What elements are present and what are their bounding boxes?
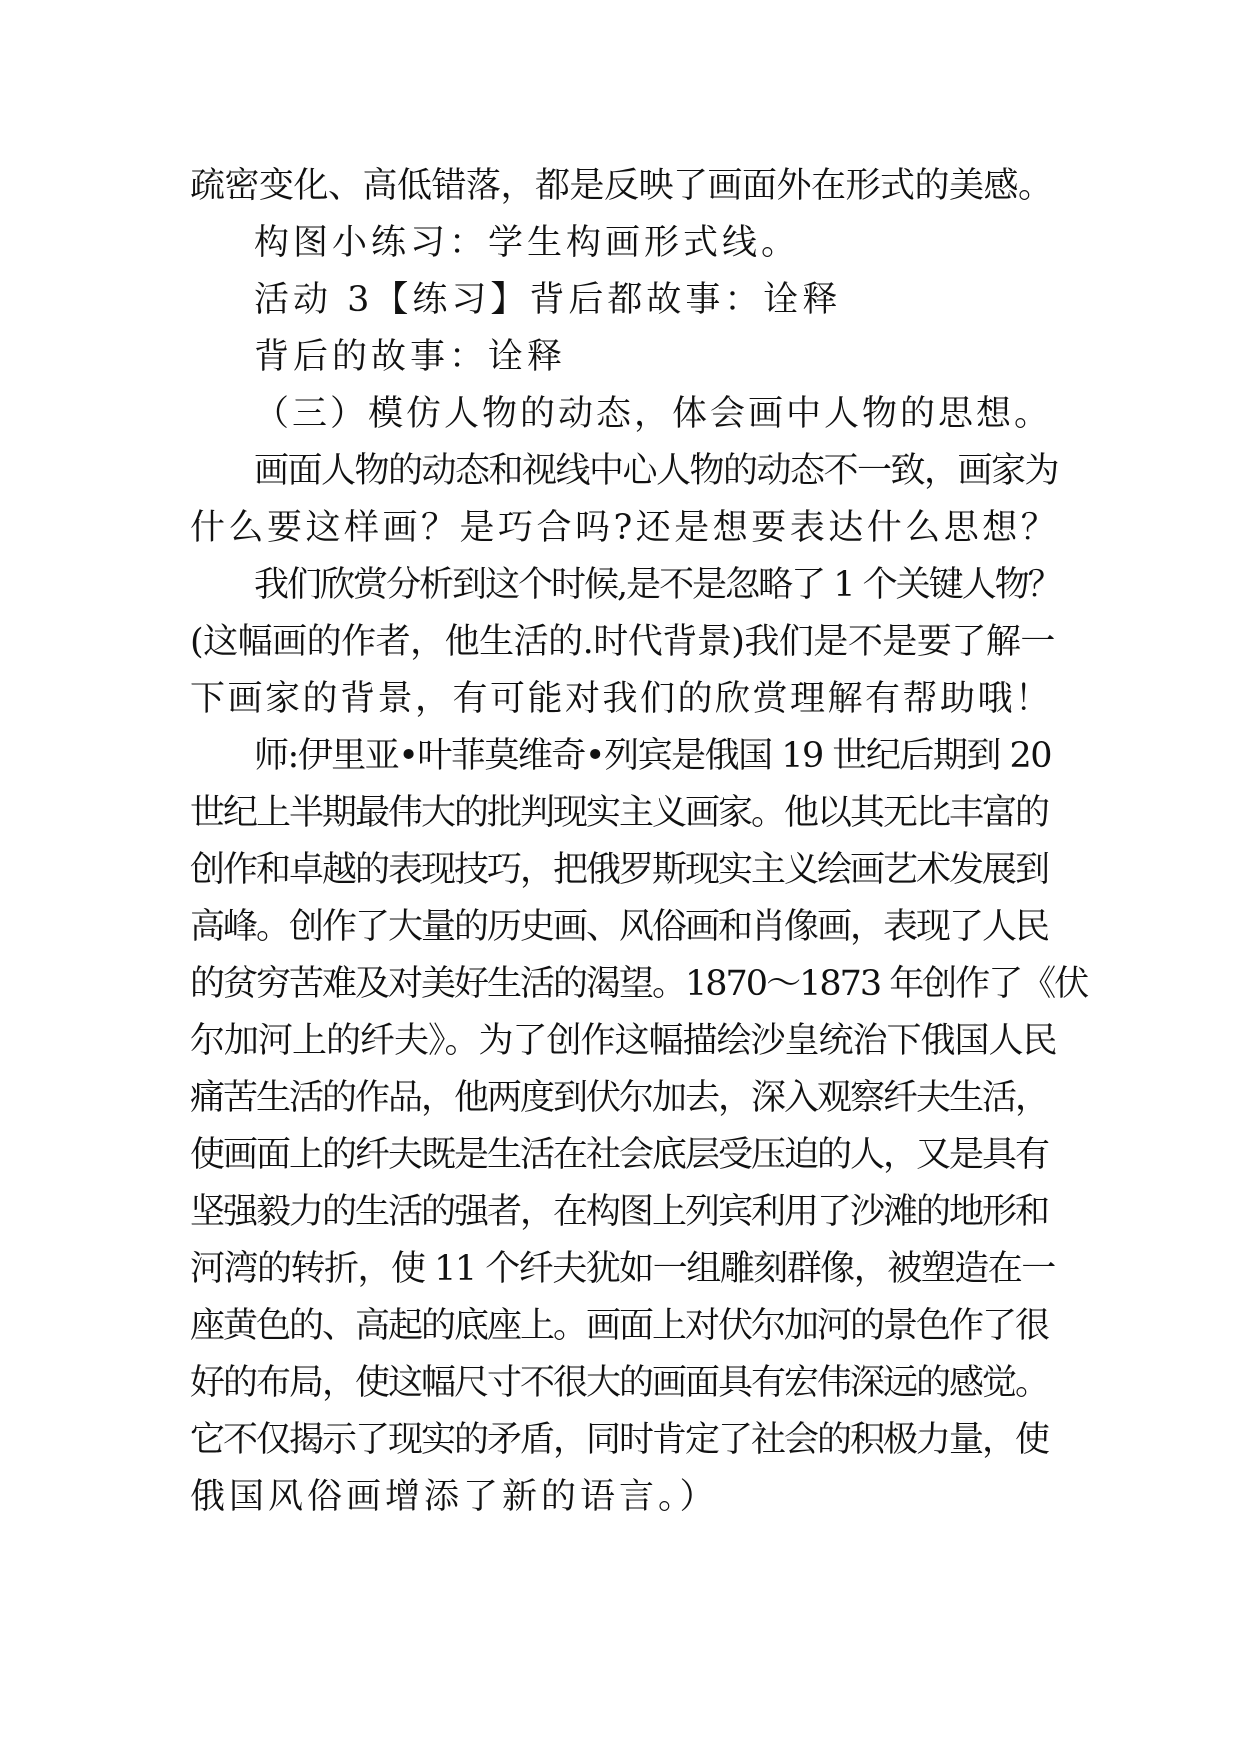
text-line: 什么要这样画？是巧合吗?还是想要表达什么思想？ [190,508,1060,548]
text-line: 好的布局，使这幅尺寸不很大的画面具有宏伟深远的感觉。 [190,1363,1049,1403]
text-line: 活动 3【练习】背后都故事：诠释 [254,280,842,320]
text-line: 创作和卓越的表现技巧，把俄罗斯现实主义绘画艺术发展到 [190,850,1049,890]
text-line: 构图小练习：学生构画形式线。 [254,223,801,263]
text-line: 世纪上半期最伟大的批判现实主义画家。他以其无比丰富的 [190,793,1049,833]
text-line: 师:伊里亚•叶菲莫维奇•列宾是俄国 19 世纪后期到 20 [254,736,1052,776]
text-line: 坚强毅力的生活的强者，在构图上列宾利用了沙滩的地形和 [190,1192,1049,1232]
text-line: 俄国风俗画增添了新的语言。） [190,1477,719,1517]
text-line: 痛苦生活的作品，他两度到伏尔加去，深入观察纤夫生活， [190,1078,1049,1118]
text-line: 使画面上的纤夫既是生活在社会底层受压迫的人，又是具有 [190,1135,1049,1175]
text-line: 高峰。创作了大量的历史画、风俗画和肖像画，表现了人民 [190,907,1049,947]
text-line: 的贫穷苦难及对美好生活的渴望。1870～1873 年创作了《伏 [190,964,1088,1004]
text-line: 背后的故事：诠释 [254,337,567,377]
text-line: 座黄色的、高起的底座上。画面上对伏尔加河的景色作了很 [190,1306,1049,1346]
text-line: （三）模仿人物的动态，体会画中人物的思想。 [254,394,1053,434]
text-line: 它不仅揭示了现实的矛盾，同时肯定了社会的积极力量，使 [190,1420,1049,1460]
text-line: 疏密变化、高低错落，都是反映了画面外在形式的美感。 [190,166,1053,206]
text-line: 下画家的背景，有可能对我们的欣赏理解有帮助哦！ [190,679,1053,719]
text-line: 我们欣赏分析到这个时候,是不是忽略了 1 个关键人物？ [254,565,1061,605]
text-line: 画面人物的动态和视线中心人物的动态不一致，画家为 [254,451,1059,491]
text-line: (这幅画的作者，他生活的.时代背景)我们是不是要了解一 [190,622,1055,662]
text-line: 尔加河上的纤夫》。为了创作这幅描绘沙皇统治下俄国人民 [190,1021,1057,1061]
text-line: 河湾的转折，使 11 个纤夫犹如一组雕刻群像，被塑造在一 [190,1249,1055,1289]
